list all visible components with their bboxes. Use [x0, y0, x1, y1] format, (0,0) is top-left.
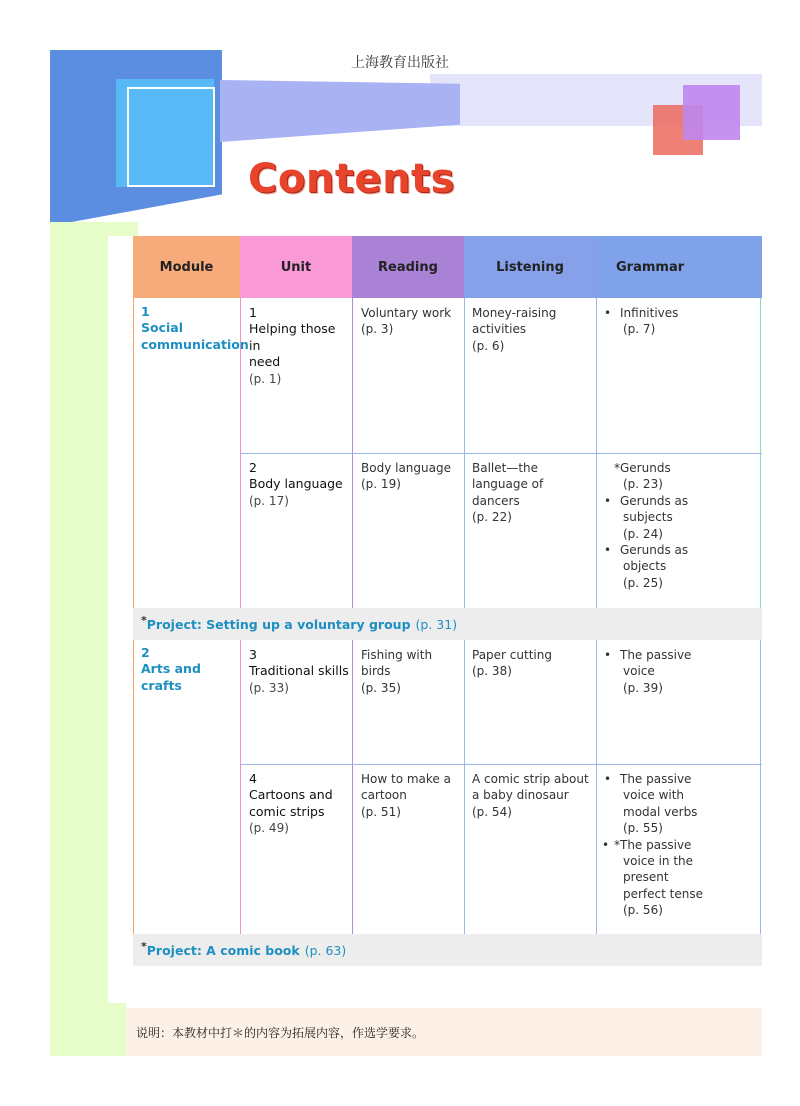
column-header-grammar: Grammar: [596, 236, 762, 298]
bullet: •: [604, 306, 612, 320]
unit-4-reading: [361, 771, 461, 820]
bullet: •: [604, 772, 612, 786]
grammar-line: The passive: [620, 772, 692, 786]
listening-page: (p. 54): [472, 804, 512, 819]
reading-line: How to make a: [361, 772, 451, 786]
project-page: (p. 63): [304, 942, 347, 958]
grammar-item: [596, 493, 756, 542]
grammar-line: modal verbs: [623, 804, 698, 819]
listening-page: (p. 38): [472, 664, 512, 679]
unit-2-grammar: [596, 460, 756, 591]
grammar-line: present: [623, 870, 669, 885]
module-name-line: Social: [141, 320, 184, 336]
unit-name-line: Helping those in: [249, 321, 336, 353]
unit-1-cell: [249, 305, 349, 387]
grammar-item: [596, 460, 756, 493]
green-bottom-block: [50, 1003, 126, 1056]
bullet: •: [604, 493, 612, 508]
grammar-line: *Gerunds: [614, 461, 671, 475]
grammar-page: (p. 55): [623, 821, 663, 836]
grammar-line: Gerunds as: [620, 543, 689, 558]
grammar-line: perfect tense: [623, 886, 703, 901]
bullet: •: [604, 648, 612, 662]
grammar-page: (p. 23): [623, 477, 663, 492]
unit-4-grammar: [596, 771, 756, 919]
project-row-1: [133, 608, 762, 640]
grammar-item: [596, 837, 756, 919]
purple-decor-square: [683, 85, 740, 140]
listening-line: activities: [472, 322, 527, 337]
unit-4-listening: [472, 771, 596, 820]
module-number: 2: [141, 645, 150, 660]
unit-number: 1: [249, 305, 257, 320]
divider: [352, 640, 353, 934]
unit-page: (p. 1): [249, 371, 282, 386]
grammar-page: (p. 7): [623, 322, 656, 337]
listening-line: Ballet—the: [472, 461, 539, 475]
reading-line: Body language: [361, 461, 451, 475]
grammar-line: voice in the: [623, 854, 694, 869]
unit-4-cell: [249, 771, 349, 837]
unit-3-grammar: [596, 647, 756, 696]
unit-2-reading: [361, 460, 461, 493]
grammar-page: (p. 56): [623, 903, 663, 918]
project-row-2: [133, 934, 762, 966]
reading-page: (p. 3): [361, 322, 394, 337]
unit-2-cell: [249, 460, 349, 509]
bullet: •: [604, 543, 612, 558]
grammar-item: [596, 542, 756, 591]
listening-page: (p. 22): [472, 510, 512, 525]
reading-page: (p. 51): [361, 804, 401, 819]
optional-marker: *: [141, 613, 147, 627]
reading-page: (p. 19): [361, 477, 401, 492]
grammar-line: voice: [623, 664, 655, 679]
column-header-reading: Reading: [352, 236, 464, 298]
column-header-module: Module: [133, 236, 240, 298]
unit-name-line: comic strips: [249, 803, 325, 819]
module-number: 1: [141, 304, 150, 319]
lavender-band: [220, 80, 460, 142]
divider: [133, 298, 134, 608]
unit-name-line: need: [249, 354, 281, 370]
bullet: •: [602, 837, 610, 852]
column-header-unit: Unit: [240, 236, 352, 298]
unit-3-cell: [249, 647, 349, 696]
listening-line: language of dancers: [472, 477, 544, 508]
unit-number: 2: [249, 460, 257, 475]
unit-page: (p. 33): [249, 680, 289, 695]
footer-note: 说明：本教材中打＊的内容为拓展内容，作选学要求。: [126, 1008, 762, 1056]
unit-1-reading: [361, 305, 461, 338]
grammar-page: (p. 25): [623, 575, 663, 590]
grammar-line: Infinitives: [620, 306, 679, 320]
unit-1-grammar: [596, 305, 756, 338]
green-notch: [108, 222, 138, 236]
grammar-line: The passive: [620, 648, 692, 662]
grammar-line: voice with: [623, 788, 685, 803]
module-1-label: [141, 304, 249, 353]
optional-marker: *: [141, 939, 147, 953]
divider: [240, 453, 762, 454]
module-2-label: [141, 645, 241, 694]
unit-3-reading: [361, 647, 461, 696]
unit-name-line: Cartoons and: [249, 787, 333, 803]
white-frame-decor: [127, 87, 215, 187]
grammar-line: Gerunds as: [620, 493, 689, 508]
project-title: Project: A comic book: [146, 942, 300, 958]
reading-line: cartoon: [361, 788, 407, 803]
column-header-listening: Listening: [464, 236, 596, 298]
unit-number: 3: [249, 647, 257, 662]
grammar-page: (p. 24): [623, 526, 663, 541]
unit-number: 4: [249, 771, 257, 786]
unit-name-line: Traditional skills: [249, 663, 349, 679]
listening-line: Paper cutting: [472, 648, 552, 662]
unit-3-listening: [472, 647, 594, 680]
listening-line: a baby dinosaur: [472, 788, 569, 803]
unit-2-listening: [472, 460, 594, 526]
grammar-line: objects: [623, 559, 667, 574]
reading-line: Fishing with: [361, 648, 433, 662]
publisher-name: 上海教育出版社: [351, 55, 449, 71]
page-title: Contents: [248, 156, 455, 202]
divider: [240, 764, 762, 765]
reading-page: (p. 35): [361, 680, 401, 695]
grammar-item: [596, 771, 756, 837]
reading-line: birds: [361, 664, 391, 679]
unit-page: (p. 17): [249, 493, 289, 508]
divider: [760, 640, 761, 934]
listening-page: (p. 6): [472, 338, 505, 353]
unit-page: (p. 49): [249, 821, 289, 836]
project-title: Project: Setting up a voluntary group: [146, 616, 411, 632]
listening-line: Money-raising: [472, 306, 557, 320]
grammar-page: (p. 39): [623, 680, 663, 695]
green-side-strip: [50, 222, 108, 1056]
module-name-line: communication: [141, 336, 249, 352]
grammar-item: [596, 305, 756, 338]
divider: [464, 640, 465, 934]
unit-1-listening: [472, 305, 594, 354]
listening-line: A comic strip about: [472, 772, 589, 786]
project-page: (p. 31): [415, 616, 458, 632]
reading-line: Voluntary work: [361, 306, 452, 320]
divider: [133, 640, 134, 934]
grammar-item: [596, 647, 756, 696]
module-name-line: Arts and crafts: [141, 661, 201, 693]
unit-name-line: Body language: [249, 476, 343, 492]
grammar-line: subjects: [623, 510, 673, 525]
grammar-line: *The passive: [614, 837, 692, 852]
